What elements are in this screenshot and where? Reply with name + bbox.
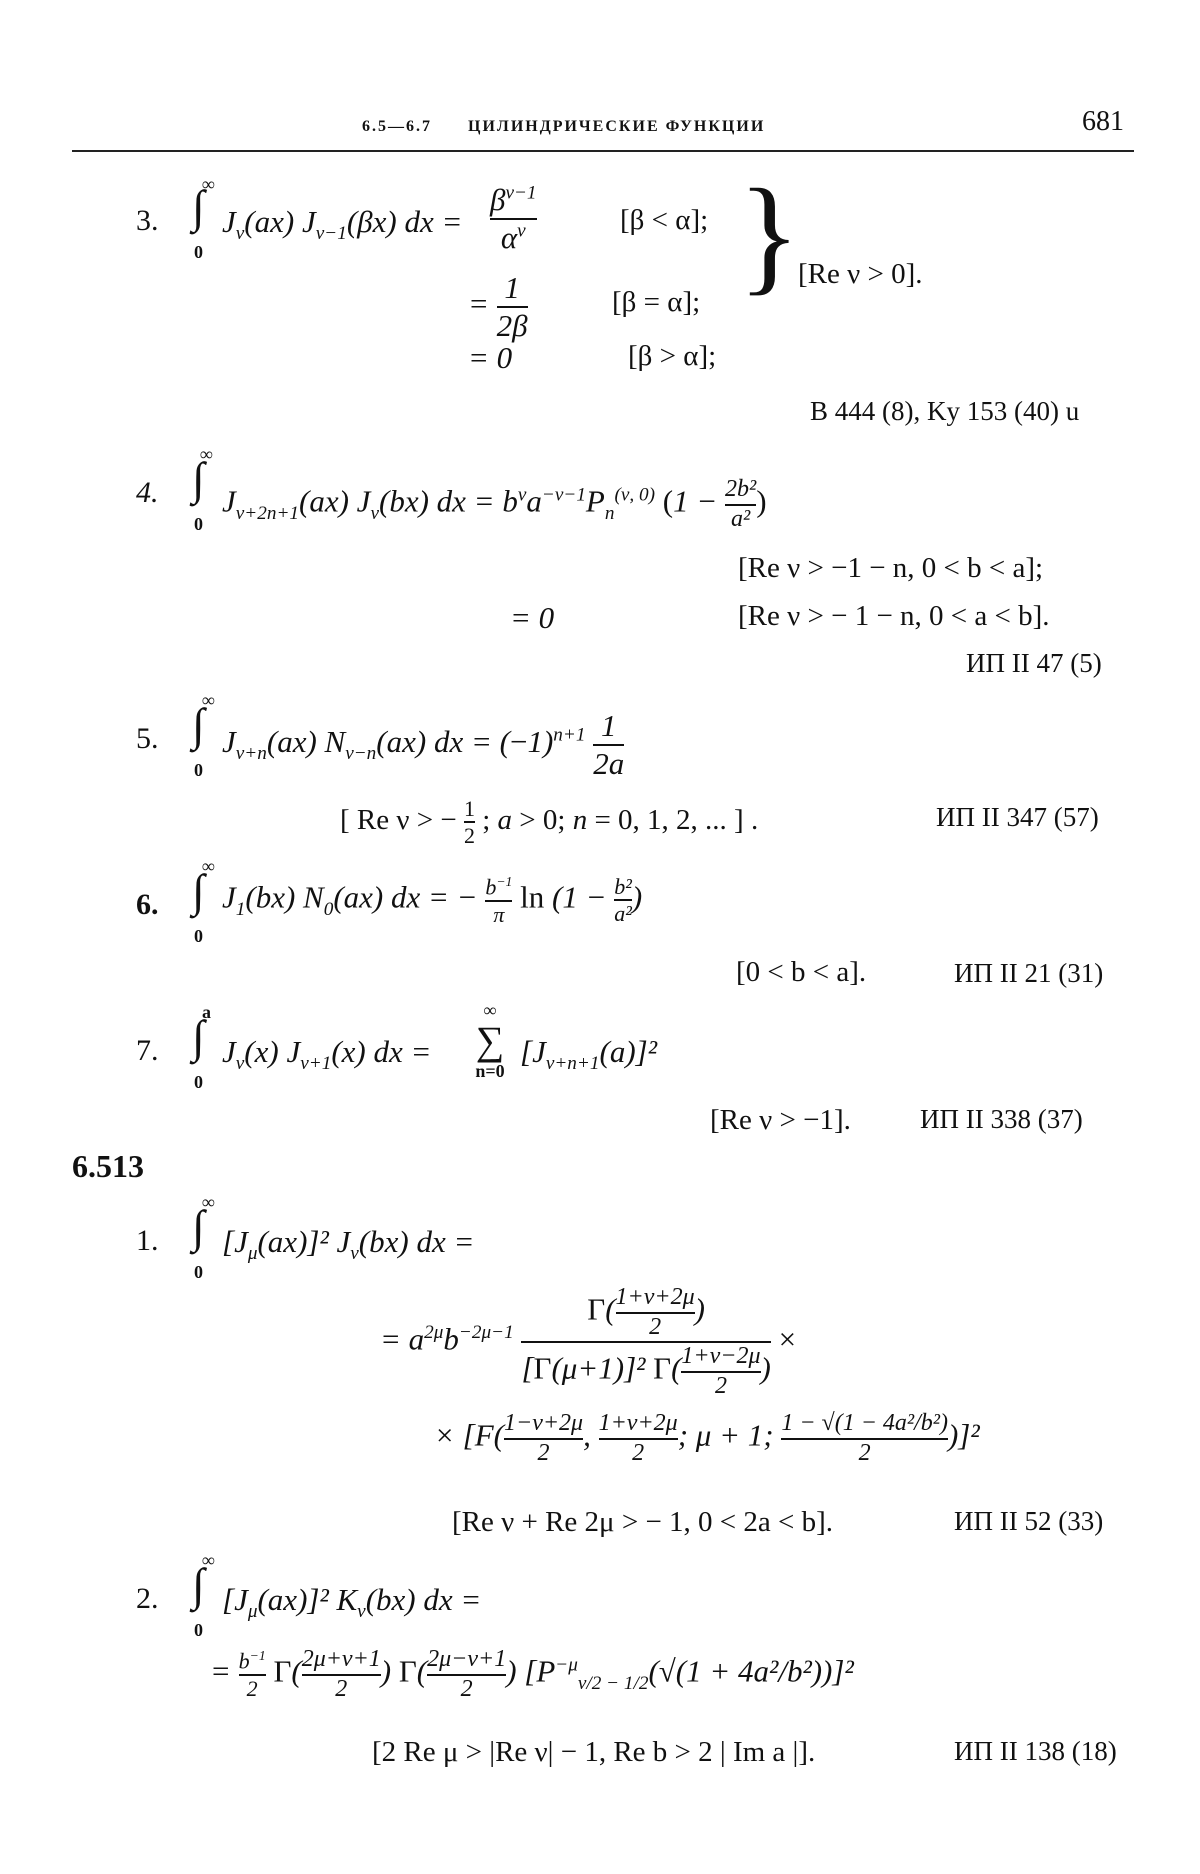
formula-lhs: $J_{\nu+n}(ax)$ $N_{\nu-n}(ax)$ dx = $(-1)^{n+1}$ $\frac{1}{2a}$	[222, 708, 625, 781]
formula-lhs: $[J_\mu(ax)]^2$ $J_\nu(bx)$ dx =	[222, 1224, 475, 1265]
formula-rhs: = $\frac{b^{-1}}{2}$ Γ( $\frac{2\mu+\nu+1}{2}$ ) Γ( $\frac{2\mu-\nu+1}{2}$ ) $[P^{-\mu}_{\nu/2 - 1/2}(√(1 + 4a^2/b^2))]^2$	[210, 1646, 854, 1702]
sum-sign: ∞ ∑ n=0	[475, 1000, 505, 1081]
integral-sign: ∞ ∫ 0	[192, 856, 215, 946]
formula-lhs: $[J_\mu(ax)]^2$ $K_\nu(bx)$ dx =	[222, 1582, 482, 1623]
zero-value: = 0	[510, 600, 555, 635]
integral-sign: ∞ ∫ 0	[192, 444, 213, 534]
formula-number: 6.	[136, 888, 159, 921]
formula-number: 5.	[136, 722, 159, 755]
integral-sign: ∞ ∫ 0	[192, 1192, 215, 1282]
integral-sign: ∞ ∫ 0	[192, 174, 215, 262]
right-brace: }	[738, 163, 801, 307]
sum-term: $[J_{\nu+n+1}(a)]^2$	[520, 1034, 657, 1075]
formula-number: 3.	[136, 204, 159, 237]
case2-condition: [β = α];	[612, 286, 701, 318]
reference: ИП II 21 (31)	[954, 958, 1104, 988]
condition: [Re ν + Re 2μ > − 1, 0 < 2a < b].	[452, 1506, 834, 1538]
header-rule	[72, 150, 1134, 152]
integral-sign: ∞ ∫ 0	[192, 1550, 215, 1640]
formula-number: 7.	[136, 1034, 159, 1067]
section-number: 6.513	[72, 1148, 144, 1184]
reference: ИП II 47 (5)	[966, 648, 1102, 678]
formula-rhs-line1: = $a^{2\mu}b^{-2\mu-1}$ Γ( $\frac{1+\nu+2\mu}{2}$ ) [Γ(μ+1)]² Γ( $\frac{1+\nu-2\mu}{2}$ ) ×	[380, 1284, 797, 1399]
case1-value: $\frac{\beta^{\nu-1}}{\alpha^\nu}$	[490, 182, 537, 255]
integral-sign: ∞ ∫ 0	[192, 690, 215, 780]
page-number: 681	[1082, 106, 1124, 137]
formula-number: 4.	[136, 476, 159, 509]
condition: [Re ν > −1].	[710, 1104, 851, 1136]
reference: ИП II 347 (57)	[936, 802, 1099, 832]
formula-rhs-line2: × [F( $\frac{1-\nu+2\mu}{2}$ , $\frac{1+\nu+2\mu}{2}$ ; μ + 1; $\frac{\text{1 − √(1 − 4a²/b²)}}{2}$ )]²	[434, 1410, 980, 1466]
common-condition: [Re ν > 0].	[798, 258, 923, 290]
formula-lhs: $J_\nu(x)$ $J_{\nu+1}(x)$ dx =	[222, 1034, 432, 1075]
condition: [Re ν > − 1 − n, 0 < a < b].	[738, 600, 1050, 632]
reference: ИП II 338 (37)	[920, 1104, 1083, 1134]
header-title: ЦИЛИНДРИЧЕСКИЕ ФУНКЦИИ	[468, 118, 766, 135]
reference: ИП II 138 (18)	[954, 1736, 1117, 1766]
reference: B 444 (8), Ky 153 (40) u	[810, 396, 1080, 426]
condition: [ Re ν > − $\frac{1}{2}$ ; a > 0; n = 0, 1, 2, ... ] .	[340, 796, 759, 849]
header-section-range: 6.5—6.7	[362, 118, 432, 135]
integral-sign: a ∫ 0	[192, 1002, 211, 1092]
case3-condition: [β > α];	[628, 340, 717, 372]
case2-value: = $\frac{1}{2\beta}$	[468, 270, 528, 343]
reference: ИП II 52 (33)	[954, 1506, 1104, 1536]
formula-number: 1.	[136, 1224, 159, 1257]
condition: [0 < b < a].	[736, 956, 867, 988]
formula-number: 2.	[136, 1582, 159, 1615]
case1-condition: [β < α];	[620, 204, 709, 236]
case3-value: = 0	[468, 340, 513, 375]
formula-lhs: $J_\nu(ax)$ $J_{\nu-1}(\beta x)$ dx =	[222, 204, 463, 245]
formula-lhs: $J_1(bx)$ $N_0(ax)$ dx = − $\frac{b^{-1}}{\pi}$ ln (1 − $\frac{\text{b²}}{\text{a²}}$ )	[222, 874, 643, 927]
formula-lhs: $J_{\nu+2n+1}(ax)$ $J_\nu(bx)$ dx = $b^\nu a^{-\nu-1}P_n^{(\nu, 0)}$ (1 − $\frac{\text{2b²}}{\text{a²}}$ )	[222, 476, 767, 532]
condition: [2 Re μ > |Re ν| − 1, Re b > 2 | Im a |].	[372, 1736, 816, 1768]
condition: [Re ν > −1 − n, 0 < b < a];	[738, 552, 1044, 584]
